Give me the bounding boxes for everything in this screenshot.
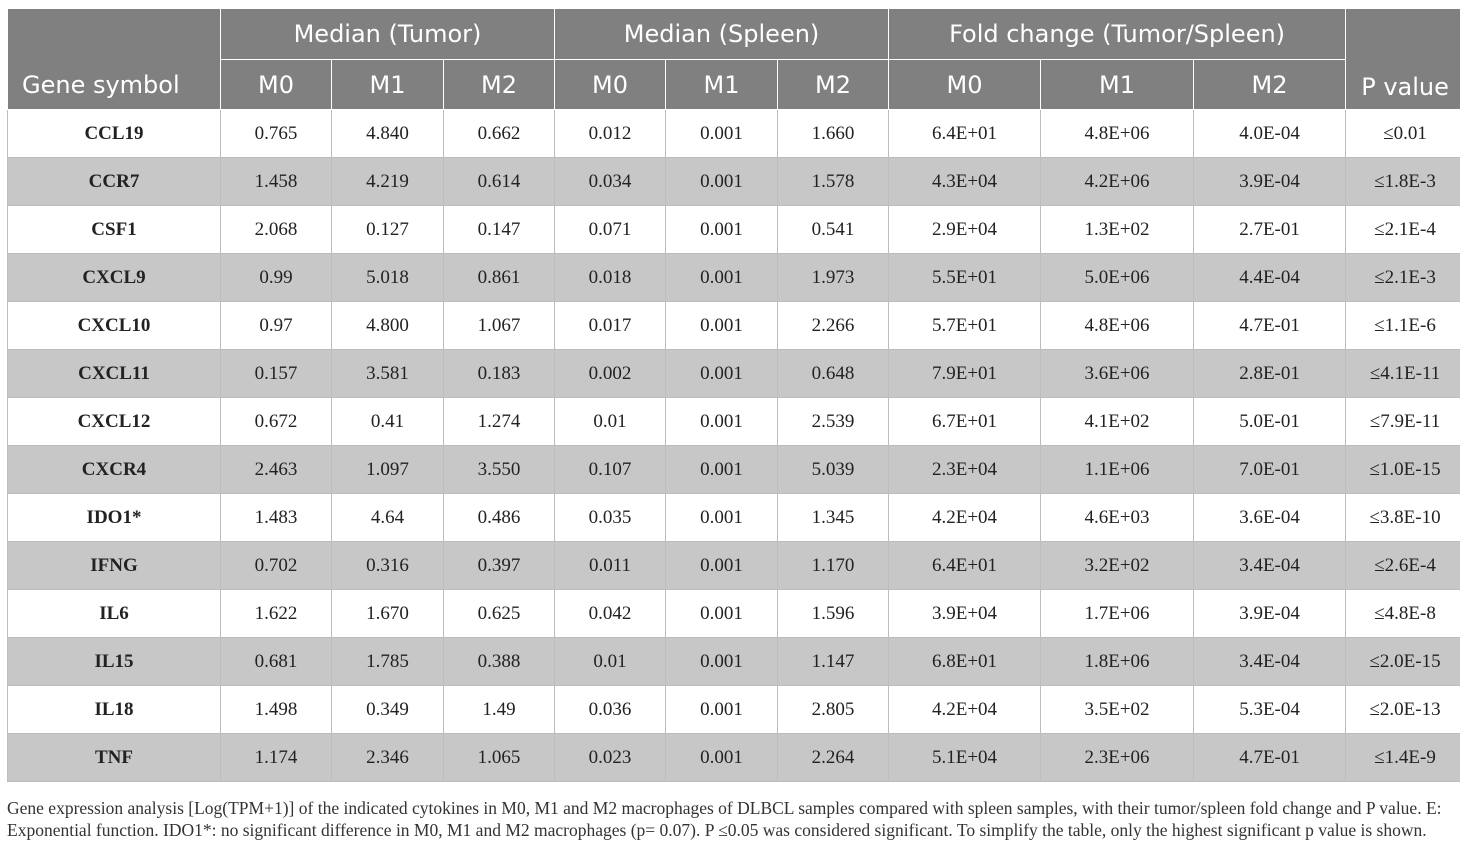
gene-symbol-cell: CSF1: [8, 206, 221, 254]
spleen-m2-cell: 1.147: [778, 638, 889, 686]
tumor-m0-cell: 1.483: [221, 494, 332, 542]
gene-symbol-cell: CXCL11: [8, 350, 221, 398]
tumor-m0-cell: 1.174: [221, 734, 332, 782]
tumor-m1-cell: 5.018: [332, 254, 444, 302]
p-value-cell: ≤0.01: [1346, 110, 1460, 158]
p-value-cell: ≤7.9E-11: [1346, 398, 1460, 446]
spleen-m0-cell: 0.034: [555, 158, 666, 206]
table-row: [8, 686, 1460, 734]
table-row: [8, 110, 1460, 158]
gene-symbol-cell: IL15: [8, 638, 221, 686]
table-row: [8, 398, 1460, 446]
tumor-m1-cell: 4.800: [332, 302, 444, 350]
table-row: [8, 494, 1460, 542]
table-row: [8, 158, 1460, 206]
spleen-m2-cell: 0.648: [778, 350, 889, 398]
tumor-m1-cell: 0.316: [332, 542, 444, 590]
gene-symbol-cell: CXCR4: [8, 446, 221, 494]
p-value-cell: ≤1.8E-3: [1346, 158, 1460, 206]
tumor-m0-cell: 0.99: [221, 254, 332, 302]
fold-m1-cell: 3.6E+06: [1041, 350, 1194, 398]
fold-m2-cell: 3.9E-04: [1194, 158, 1346, 206]
spleen-m1-cell: 0.001: [666, 158, 778, 206]
gene-symbol-cell: IDO1*: [8, 494, 221, 542]
table-caption: Gene expression analysis [Log(TPM+1)] of the indicated cytokines in M0, M1 and M2 macrophages of DLBCL samples compared with spleen samples, with their tumor/spleen fold change and P value. E: Exponential function. IDO1*: no significant difference in M0, M1 and M2 macrophages (p= 0.07). P ≤0.05 was considered significant. To simplify the table, only the highest significant p value is shown.: [7, 798, 1442, 840]
tumor-m1-cell: 1.785: [332, 638, 444, 686]
subheader-fold-m0: M0: [889, 60, 1041, 110]
fold-change-header: Fold change (Tumor/Spleen): [889, 9, 1346, 60]
subheader-spleen-m2: M2: [778, 60, 889, 110]
tumor-m2-cell: 3.550: [444, 446, 555, 494]
fold-m1-cell: 1.3E+02: [1041, 206, 1194, 254]
spleen-m0-cell: 0.012: [555, 110, 666, 158]
spleen-m2-cell: 2.805: [778, 686, 889, 734]
fold-m0-cell: 5.7E+01: [889, 302, 1041, 350]
tumor-m0-cell: 0.702: [221, 542, 332, 590]
spleen-m1-cell: 0.001: [666, 446, 778, 494]
fold-m2-cell: 3.4E-04: [1194, 638, 1346, 686]
table-header: [8, 9, 1460, 110]
fold-m0-cell: 4.2E+04: [889, 494, 1041, 542]
spleen-m0-cell: 0.023: [555, 734, 666, 782]
tumor-m0-cell: 0.765: [221, 110, 332, 158]
p-value-cell: ≤2.0E-15: [1346, 638, 1460, 686]
fold-m0-cell: 5.1E+04: [889, 734, 1041, 782]
p-value-cell: ≤3.8E-10: [1346, 494, 1460, 542]
spleen-m1-cell: 0.001: [666, 638, 778, 686]
table-row: [8, 350, 1460, 398]
fold-m0-cell: 6.4E+01: [889, 110, 1041, 158]
fold-m1-cell: 5.0E+06: [1041, 254, 1194, 302]
p-value-cell: ≤4.8E-8: [1346, 590, 1460, 638]
fold-m0-cell: 5.5E+01: [889, 254, 1041, 302]
fold-m1-cell: 4.8E+06: [1041, 302, 1194, 350]
fold-m1-cell: 3.5E+02: [1041, 686, 1194, 734]
gene-symbol-cell: CCR7: [8, 158, 221, 206]
fold-m0-cell: 4.3E+04: [889, 158, 1041, 206]
tumor-m0-cell: 2.068: [221, 206, 332, 254]
p-value-cell: ≤1.1E-6: [1346, 302, 1460, 350]
spleen-m1-cell: 0.001: [666, 110, 778, 158]
subheader-spleen-m0: M0: [555, 60, 666, 110]
spleen-m1-cell: 0.001: [666, 350, 778, 398]
fold-m2-cell: 3.6E-04: [1194, 494, 1346, 542]
spleen-m2-cell: 2.264: [778, 734, 889, 782]
tumor-m1-cell: 4.219: [332, 158, 444, 206]
subheader-tumor-m1: M1: [332, 60, 444, 110]
tumor-m1-cell: 1.670: [332, 590, 444, 638]
fold-m0-cell: 2.3E+04: [889, 446, 1041, 494]
gene-symbol-cell: CXCL12: [8, 398, 221, 446]
tumor-m1-cell: 1.097: [332, 446, 444, 494]
fold-m2-cell: 4.7E-01: [1194, 734, 1346, 782]
spleen-m2-cell: 1.170: [778, 542, 889, 590]
spleen-m0-cell: 0.036: [555, 686, 666, 734]
fold-m2-cell: 5.3E-04: [1194, 686, 1346, 734]
table-row: [8, 254, 1460, 302]
fold-m1-cell: 1.8E+06: [1041, 638, 1194, 686]
table-row: [8, 206, 1460, 254]
table-row: [8, 734, 1460, 782]
spleen-m0-cell: 0.002: [555, 350, 666, 398]
p-value-cell: ≤2.0E-13: [1346, 686, 1460, 734]
spleen-m0-cell: 0.017: [555, 302, 666, 350]
fold-m0-cell: 2.9E+04: [889, 206, 1041, 254]
median-spleen-header: Median (Spleen): [555, 9, 889, 60]
gene-symbol-cell: TNF: [8, 734, 221, 782]
tumor-m2-cell: 0.388: [444, 638, 555, 686]
spleen-m1-cell: 0.001: [666, 542, 778, 590]
subheader-spleen-m1: M1: [666, 60, 778, 110]
fold-m2-cell: 4.7E-01: [1194, 302, 1346, 350]
spleen-m0-cell: 0.01: [555, 398, 666, 446]
tumor-m1-cell: 2.346: [332, 734, 444, 782]
tumor-m2-cell: 0.662: [444, 110, 555, 158]
spleen-m1-cell: 0.001: [666, 590, 778, 638]
spleen-m1-cell: 0.001: [666, 494, 778, 542]
tumor-m2-cell: 1.49: [444, 686, 555, 734]
spleen-m2-cell: 1.345: [778, 494, 889, 542]
fold-m0-cell: 3.9E+04: [889, 590, 1041, 638]
fold-m2-cell: 4.0E-04: [1194, 110, 1346, 158]
gene-symbol-cell: CXCL9: [8, 254, 221, 302]
median-tumor-header: Median (Tumor): [221, 9, 555, 60]
p-value-cell: ≤2.1E-3: [1346, 254, 1460, 302]
fold-m1-cell: 1.7E+06: [1041, 590, 1194, 638]
tumor-m2-cell: 1.065: [444, 734, 555, 782]
fold-m1-cell: 4.8E+06: [1041, 110, 1194, 158]
fold-m2-cell: 2.7E-01: [1194, 206, 1346, 254]
spleen-m2-cell: 2.266: [778, 302, 889, 350]
fold-m1-cell: 4.2E+06: [1041, 158, 1194, 206]
spleen-m0-cell: 0.071: [555, 206, 666, 254]
spleen-m2-cell: 1.973: [778, 254, 889, 302]
spleen-m2-cell: 1.578: [778, 158, 889, 206]
p-value-cell: ≤1.4E-9: [1346, 734, 1460, 782]
spleen-m0-cell: 0.011: [555, 542, 666, 590]
tumor-m1-cell: 0.127: [332, 206, 444, 254]
tumor-m2-cell: 1.067: [444, 302, 555, 350]
table-body: [8, 110, 1460, 782]
tumor-m1-cell: 3.581: [332, 350, 444, 398]
p-value-cell: ≤1.0E-15: [1346, 446, 1460, 494]
fold-m0-cell: 6.8E+01: [889, 638, 1041, 686]
tumor-m2-cell: 0.147: [444, 206, 555, 254]
table-row: [8, 638, 1460, 686]
fold-m1-cell: 2.3E+06: [1041, 734, 1194, 782]
tumor-m1-cell: 0.349: [332, 686, 444, 734]
fold-m2-cell: 3.4E-04: [1194, 542, 1346, 590]
p-value-cell: ≤4.1E-11: [1346, 350, 1460, 398]
p-value-cell: ≤2.6E-4: [1346, 542, 1460, 590]
fold-m0-cell: 6.7E+01: [889, 398, 1041, 446]
spleen-m0-cell: 0.107: [555, 446, 666, 494]
tumor-m0-cell: 0.157: [221, 350, 332, 398]
spleen-m0-cell: 0.01: [555, 638, 666, 686]
spleen-m2-cell: 1.596: [778, 590, 889, 638]
fold-m1-cell: 4.1E+02: [1041, 398, 1194, 446]
tumor-m1-cell: 0.41: [332, 398, 444, 446]
data-table-container: [7, 8, 1454, 782]
fold-m1-cell: 1.1E+06: [1041, 446, 1194, 494]
p-value-header: P value: [1346, 9, 1460, 110]
tumor-m2-cell: 0.486: [444, 494, 555, 542]
table-row: [8, 590, 1460, 638]
p-value-cell: ≤2.1E-4: [1346, 206, 1460, 254]
fold-m2-cell: 7.0E-01: [1194, 446, 1346, 494]
tumor-m2-cell: 0.614: [444, 158, 555, 206]
gene-symbol-cell: IL6: [8, 590, 221, 638]
spleen-m0-cell: 0.018: [555, 254, 666, 302]
table-row: [8, 446, 1460, 494]
tumor-m0-cell: 1.622: [221, 590, 332, 638]
gene-symbol-cell: CXCL10: [8, 302, 221, 350]
fold-m2-cell: 5.0E-01: [1194, 398, 1346, 446]
fold-m1-cell: 4.6E+03: [1041, 494, 1194, 542]
gene-symbol-cell: CCL19: [8, 110, 221, 158]
tumor-m0-cell: 2.463: [221, 446, 332, 494]
fold-m2-cell: 3.9E-04: [1194, 590, 1346, 638]
tumor-m0-cell: 0.97: [221, 302, 332, 350]
gene-symbol-cell: IL18: [8, 686, 221, 734]
fold-m1-cell: 3.2E+02: [1041, 542, 1194, 590]
tumor-m1-cell: 4.64: [332, 494, 444, 542]
tumor-m2-cell: 1.274: [444, 398, 555, 446]
cytokine-expression-table: [7, 8, 1460, 782]
spleen-m2-cell: 0.541: [778, 206, 889, 254]
tumor-m2-cell: 0.861: [444, 254, 555, 302]
spleen-m1-cell: 0.001: [666, 734, 778, 782]
tumor-m2-cell: 0.625: [444, 590, 555, 638]
tumor-m0-cell: 1.498: [221, 686, 332, 734]
fold-m2-cell: 4.4E-04: [1194, 254, 1346, 302]
gene-symbol-cell: IFNG: [8, 542, 221, 590]
spleen-m1-cell: 0.001: [666, 206, 778, 254]
fold-m0-cell: 4.2E+04: [889, 686, 1041, 734]
spleen-m1-cell: 0.001: [666, 398, 778, 446]
spleen-m1-cell: 0.001: [666, 254, 778, 302]
spleen-m1-cell: 0.001: [666, 302, 778, 350]
table-row: [8, 302, 1460, 350]
tumor-m2-cell: 0.397: [444, 542, 555, 590]
subheader-tumor-m0: M0: [221, 60, 332, 110]
fold-m0-cell: 6.4E+01: [889, 542, 1041, 590]
subheader-tumor-m2: M2: [444, 60, 555, 110]
fold-m0-cell: 7.9E+01: [889, 350, 1041, 398]
spleen-m1-cell: 0.001: [666, 686, 778, 734]
spleen-m0-cell: 0.042: [555, 590, 666, 638]
tumor-m0-cell: 1.458: [221, 158, 332, 206]
spleen-m2-cell: 2.539: [778, 398, 889, 446]
tumor-m0-cell: 0.672: [221, 398, 332, 446]
subheader-fold-m2: M2: [1194, 60, 1346, 110]
spleen-m2-cell: 5.039: [778, 446, 889, 494]
spleen-m0-cell: 0.035: [555, 494, 666, 542]
gene-symbol-header: Gene symbol: [8, 9, 221, 110]
fold-m2-cell: 2.8E-01: [1194, 350, 1346, 398]
tumor-m1-cell: 4.840: [332, 110, 444, 158]
spleen-m2-cell: 1.660: [778, 110, 889, 158]
tumor-m2-cell: 0.183: [444, 350, 555, 398]
subheader-fold-m1: M1: [1041, 60, 1194, 110]
table-row: [8, 542, 1460, 590]
tumor-m0-cell: 0.681: [221, 638, 332, 686]
